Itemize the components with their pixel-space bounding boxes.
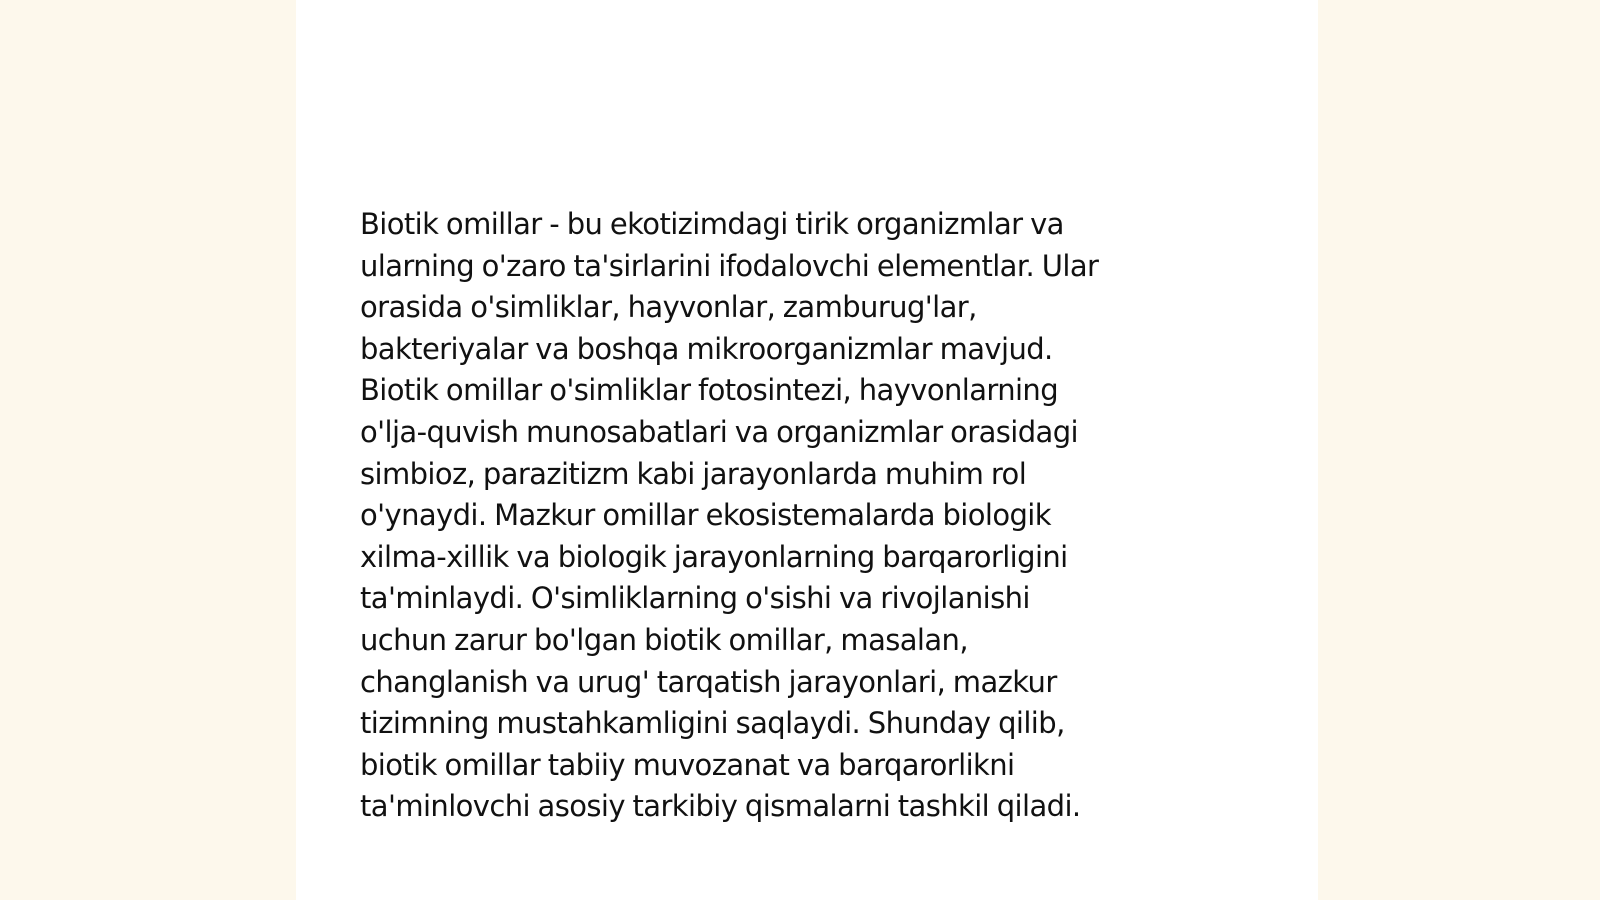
text-line: ta'minlovchi asosiy tarkibiy qismalarni tashkil qiladi. <box>360 789 1081 824</box>
text-line: uchun zarur bo'lgan biotik omillar, masalan, <box>360 622 968 657</box>
text-line: o'lja-quvish munosabatlari va organizmlar orasidagi <box>360 414 1078 449</box>
text-line: Biotik omillar - bu ekotizimdagi tirik organizmlar va <box>360 207 1064 241</box>
slide-page <box>296 0 1318 900</box>
text-line: o'ynaydi. Mazkur omillar ekosistemalarda biologik <box>360 498 1051 533</box>
text-line: orasida o'simliklar, hayvonlar, zamburug'lar, <box>360 290 977 325</box>
slide-body-text <box>360 204 1260 828</box>
text-line: Biotik omillar o'simliklar fotosintezi, hayvonlarning <box>360 373 1059 408</box>
text-line: simbioz, parazitizm kabi jarayonlarda muhim rol <box>360 456 1027 491</box>
text-line: biotik omillar tabiiy muvozanat va barqarorlikni <box>360 747 1015 782</box>
text-line: xilma-xillik va biologik jarayonlarning barqarorligini <box>360 539 1068 574</box>
text-line: bakteriyalar va boshqa mikroorganizmlar mavjud. <box>360 331 1053 366</box>
text-line: changlanish va urug' tarqatish jarayonlari, mazkur <box>360 664 1057 699</box>
text-line: tizimning mustahkamligini saqlaydi. Shunday qilib, <box>360 706 1065 741</box>
text-line: ta'minlaydi. O'simliklarning o'sishi va rivojlanishi <box>360 581 1030 616</box>
text-line: ularning o'zaro ta'sirlarini ifodalovchi elementlar. Ular <box>360 248 1099 283</box>
